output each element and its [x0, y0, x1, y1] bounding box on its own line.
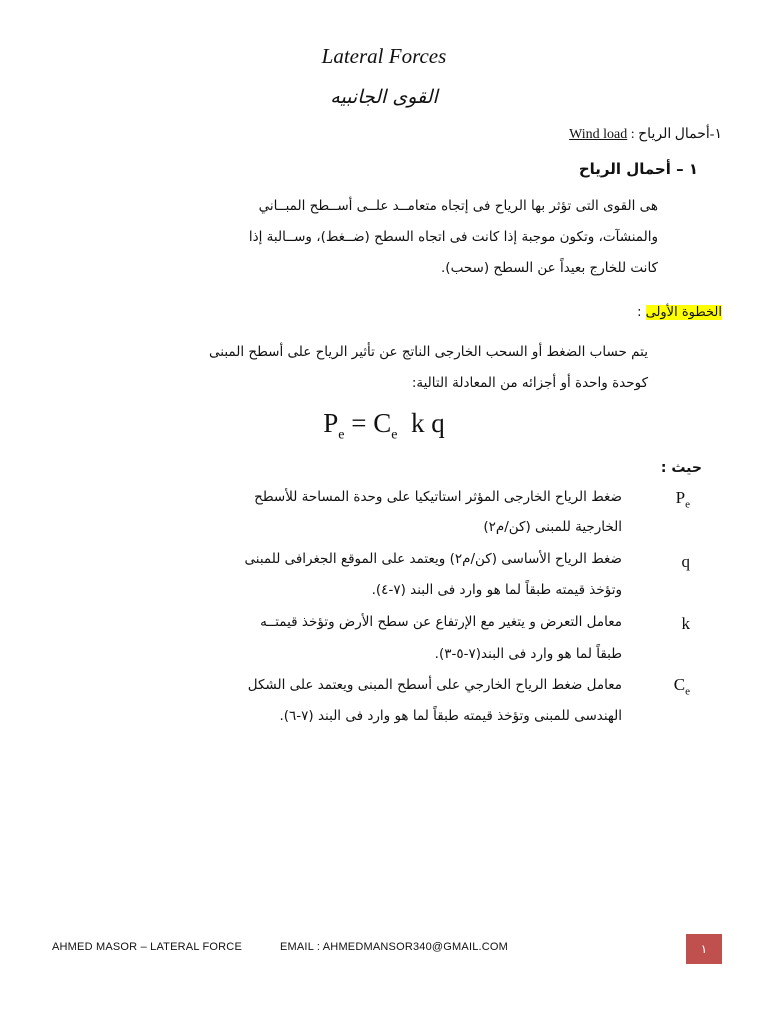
step-line-1: يتم حساب الضغط أو السحب الخارجى الناتج عن تأثير الرياح على أسطح المبنى	[209, 344, 648, 360]
definition-k-line-1: معامل التعرض و يتغير مع الإرتفاع عن سطح الأرض وتؤخذ قيمتــه	[260, 614, 622, 630]
footer-author: AHMED MASOR – LATERAL FORCE	[52, 941, 242, 953]
sym-text: P	[675, 488, 686, 507]
definition-ce-line-1: معامل ضغط الرياح الخارجي على أسطح المبنى ويعتمد على الشكل	[247, 677, 622, 693]
definition-q-line-2: وتؤخذ قيمته طبقاً لما هو وارد فى البند (٧-٤).	[371, 582, 622, 598]
definition-symbol-ce	[650, 675, 690, 697]
document-title-arabic: القوى الجانبيه	[330, 86, 438, 108]
intro-line-1: هى القوى التى تؤثر بها الرياح فى إتجاه متعامــد علــى أســطح المبــاني	[258, 198, 658, 214]
page-number-badge	[686, 934, 722, 964]
sym-text: q	[681, 552, 690, 571]
intro-line-3: كانت للخارج بعيداً عن السطح (سحب).	[441, 260, 658, 276]
section-heading	[569, 126, 722, 143]
eq-p-sub: e	[338, 427, 345, 443]
page-number: ١	[700, 942, 708, 956]
equation	[0, 408, 768, 443]
eq-c-sub: e	[391, 427, 398, 443]
sym-sub: e	[685, 498, 690, 511]
step-line-2: كوحدة واحدة أو أجزائه من المعادلة التالية:	[411, 375, 648, 391]
section-heading-english: Wind load	[569, 127, 628, 142]
eq-rest: k q	[397, 408, 445, 438]
document-title-english: Lateral Forces	[321, 44, 447, 68]
step-one-highlight: الخطوة الأولى	[645, 305, 722, 320]
step-one-colon: :	[637, 305, 642, 320]
definition-pe-line-1: ضغط الرياح الخارجى المؤثر استاتيكيا على وحدة المساحة للأسطح	[254, 489, 622, 505]
sym-sub: e	[685, 685, 690, 698]
sym-text: k	[681, 614, 690, 633]
definition-symbol-pe	[650, 488, 690, 510]
definition-pe-line-2: الخارجية للمبنى (كن/م٢)	[483, 519, 622, 535]
definition-q-line-1: ضغط الرياح الأساسى (كن/م٢) ويعتمد على الموقع الجغرافى للمبنى	[244, 551, 622, 567]
section-heading-arabic: ١-أحمال الرياح :	[630, 127, 722, 142]
definition-k-line-2: طبقاً لما هو وارد فى البند(٧-٥-٣).	[434, 646, 622, 662]
where-label: حيث :	[660, 460, 702, 476]
definition-symbol-k	[650, 614, 690, 634]
sym-text: C	[673, 675, 686, 694]
intro-line-2: والمنشآت، وتكون موجبة إذا كانت فى اتجاه السطح (ضــغط)، وســالبة إذا	[248, 229, 658, 245]
heading-wind-loads: ١ – أحمال الرياح	[578, 160, 698, 178]
definition-ce-line-2: الهندسى للمبنى وتؤخذ قيمته طبقاً لما هو وارد فى البند (٧-٦).	[279, 708, 622, 724]
step-one-label	[637, 305, 722, 320]
footer-email: EMAIL : AHMEDMANSOR340@GMAIL.COM	[280, 941, 509, 953]
eq-c: C	[373, 408, 392, 438]
eq-equals: =	[344, 408, 374, 438]
definition-symbol-q	[650, 552, 690, 572]
eq-p: P	[323, 408, 339, 438]
